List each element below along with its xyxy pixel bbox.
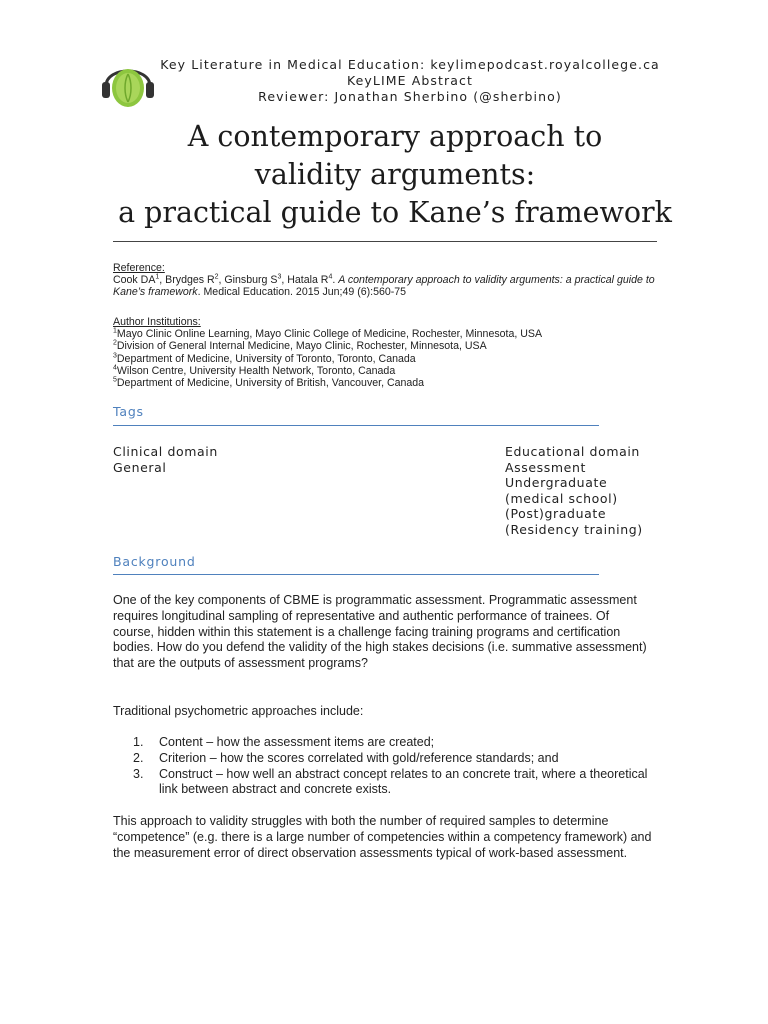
institutions-label: Author Institutions: (113, 316, 201, 328)
header-line-2: KeyLIME Abstract (346, 73, 474, 88)
reference-citation: Cook $DA^1$, Brydges $R^2$, Ginsburg $S^3$, Hatala $R^4$. A contemporary approach to validity arguments: a practical guide to Kane’s framework. Medical Education. 2015 Jun;49 (6):560-75 (113, 273, 655, 299)
institutions-block (113, 316, 658, 389)
background-paragraph-3: This approach to validity struggles with both the number of required samples to determine “competence” (e.g. there is a large number of competencies within a competency framework) and the measurement error of direct observation assessments typical of work-based assessment. (113, 814, 652, 860)
sup: 1 (155, 273, 160, 281)
sup: 2 (214, 273, 219, 281)
sup: 4 (328, 273, 333, 281)
background-paragraph-2: Traditional psychometric approaches include: (113, 704, 364, 718)
educational-domain-value: (Post)graduate (505, 506, 607, 521)
psychometric-list (113, 735, 653, 798)
sup: 3 (277, 273, 282, 281)
institution-item: $^3$Department of Medicine, University of Toronto, Toronto, Canada (113, 352, 416, 365)
title-line-1: A contemporary approach to (187, 120, 603, 153)
article-title (110, 118, 680, 232)
reference-journal: . Medical Education. 2015 Jun;49 (6):560-75 (197, 286, 407, 299)
reference-title: A contemporary approach to validity arguments: a practical guide to Kane’s framework (113, 274, 655, 299)
list-item: 1. Content – how the assessment items are created; (133, 735, 435, 749)
background-heading: Background (113, 554, 196, 569)
author-hatala: , Hatala R (281, 274, 329, 287)
podcast-header (130, 57, 690, 105)
list-item: 3. Construct – how well an abstract concept relates to an concrete trait, where a theoretical link between abstract and concrete exists. (133, 766, 648, 797)
institution-item: $^5$Department of Medicine, University of British, Vancouver, Canada (113, 376, 425, 390)
author-brydges: , Brydges R (159, 274, 215, 287)
reference-label: Reference: (113, 262, 165, 274)
educational-domain (505, 444, 643, 537)
institution-item: $^1$Mayo Clinic Online Learning, Mayo Clinic College of Medicine, Rochester, Minnesota, USA (113, 327, 543, 341)
educational-domain-label: Educational domain (505, 444, 640, 459)
educational-domain-value: (Residency training) (505, 521, 643, 537)
title-line-2: validity arguments: (254, 158, 536, 191)
clinical-domain-value: General (113, 459, 167, 475)
tags-divider (113, 425, 599, 426)
institution-item: $^4$Wilson Centre, University Health Network, Toronto, Canada (113, 364, 396, 377)
title-divider (113, 241, 657, 242)
background-paragraph-1: One of the key components of CBME is programmatic assessment. Programmatic assessment requires longitudinal sampling of representative and authentic performance of trainees. Of course, hidden within this statement is a challenge facing training programs and certification bodies. How do you defend the validity of the high stakes decisions (i.e. summative assessment) that are the outputs of assessment programs? (113, 593, 647, 671)
background-divider (113, 574, 599, 575)
institution-item: $^2$Division of General Internal Medicine, Mayo Clinic, Rochester, Minnesota, USA (113, 339, 487, 353)
educational-domain-value: (medical school) (505, 490, 618, 506)
reference-block (113, 262, 658, 299)
list-item: 2. Criterion – how the scores correlated with gold/reference standards; and (133, 750, 559, 765)
educational-domain-value: Undergraduate (505, 475, 608, 490)
educational-domain-value: Assessment (505, 459, 586, 475)
reviewer-line: Reviewer: Jonathan Sherbino (@sherbino) (258, 89, 562, 104)
tags-heading: Tags (113, 404, 144, 419)
clinical-domain (113, 444, 218, 475)
author-cook: Cook DA (113, 274, 156, 287)
clinical-domain-label: Clinical domain (113, 444, 218, 459)
header-line-1: Key Literature in Medical Education: keylimepodcast.royalcollege.ca (160, 57, 660, 72)
title-line-3: a practical guide to Kane’s framework (118, 196, 672, 229)
author-ginsburg: , Ginsburg S (218, 274, 278, 287)
